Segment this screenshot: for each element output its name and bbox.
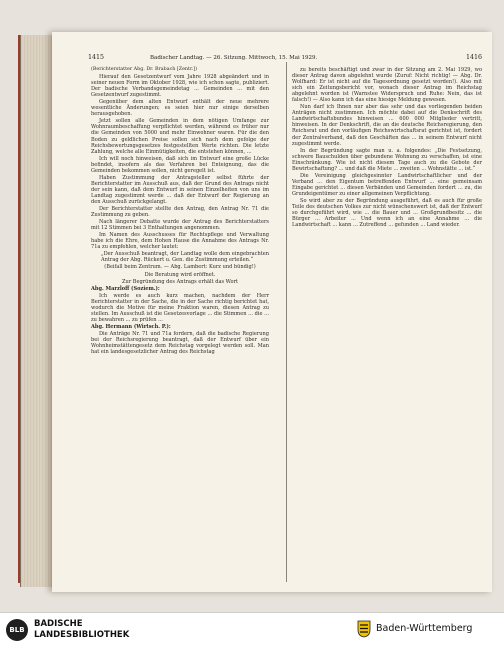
paragraph: Ich will noch hinweisen, daß sich im Entwurf eine große Lücke befindet, insofern als das Verfahren bei Enteignung, das die Gemeinden bekommen sollen, nicht geregelt ist. <box>91 155 269 174</box>
paragraph: Der Berichterstatter stellte den Antrag, den Antrag Nr. 71 die Zustimmung zu geben. <box>91 206 269 219</box>
paragraph: Nach längerer Debatte wurde der Antrag des Berichterstatters mit 12 Stimmen bei 3 Enthaltungen angenommen. <box>91 219 269 232</box>
paragraph: Im Namen des Ausschusses für Rechtspflege und Verwaltung habe ich die Ehre, dem Hohen Hause die Annahme des Antrags Nr. 71a zu empfehlen, welcher lautet: <box>91 232 269 251</box>
paragraph: Hierauf den Gesetzentwurf vom Jahre 1928 abgeändert und in seiner neuen Form im Oktober 1928, wie ich schon sagte, publiziert. Der badische Verbandsgemeindetag ... Gemeinden ... mit den Gesetzentwurf zugestimmt. <box>91 74 269 99</box>
state-name[interactable]: Baden-Württemberg <box>376 623 473 634</box>
left-column <box>91 67 269 356</box>
blb-logo-icon[interactable]: BLB <box>6 619 28 641</box>
column-rule <box>286 62 287 582</box>
paragraph: In der Begründung sagte man u. a. folgendes: „Die Festsetzung, schwere Bauschulden über gebundene Wohnung zu verschaffen, ist eine Einschränkung. Wie ist nicht diesem Tage auch zu die Gebote der Bewirtschaftung? ... und daß die Miete ... zweiten ... Wohnstätte ... ist.“ <box>292 147 482 172</box>
paragraph: Haben Zustimmung der Antragsteller selbst führte der Berichterstatter im Ausschuß aus, daß der Grund des Antrags nicht der sein kann, daß dem Entwurf in seinen Einzelheiten von uns im Landtag zugestimmt werde ... daß der Entwurf der Regierung an den Ausschuß zurückgelangt. <box>91 174 269 205</box>
page-number-right: 1416 <box>466 54 483 61</box>
floor-given: Zur Begründung des Antrags erhält das Wort <box>121 278 239 285</box>
paragraph: Nun darf ich Ihnen nur aber das sehr und das vorliegenden beiden Anträgen nicht zustimmen. Ich möchte dabei auf die Denkschrift des Landwirtschaftsbundes hinweisen ... 600 000 Mitglieder vertritt, hinweisen. In der Denkschrift, die an die deutsche Reichsregierung, den Reichsrat und den vorläufigen Reichswirtschaftsrat gerichtet ist, fordert der Zentralverband, daß den Geschäften das ... in seinem Entwurf nicht zugestimmt werde. <box>292 104 482 147</box>
coat-of-arms-icon <box>357 620 371 638</box>
right-column <box>292 67 482 229</box>
paragraph: Ich werde es auch kurz machen, nachdem der Herr Berichterstatter in der Sache, die in der Sache richtig berichtet hat, wodurch die Motive für meine Fraktion waren, diesen Antrag zu stellen. Im Ausschuß ist die Gesetzesvorlage ... die Stimmen ... die ... zu bewahren ... zu prüfen ... <box>91 292 269 323</box>
paragraph: Gegenüber dem alten Entwurf enthält der neue mehrere wesentliche Änderungen; es seien hier nur einige derselben herausgehoben. <box>91 99 269 118</box>
debate-opened: Die Beratung wird eröffnet. <box>144 271 216 278</box>
library-name-line2: LANDESBIBLIOTHEK <box>34 629 130 640</box>
library-name[interactable] <box>34 619 129 640</box>
speaker-label: (Berichterstatter Abg. Dr. Brabach [Zentr.]) <box>91 67 197 72</box>
page-number-left: 1415 <box>88 54 105 61</box>
speaker-heading: Abg. Hermann (Wirtsch. P.): <box>91 323 171 330</box>
paragraph: zu bereits beschäftigt und zwar in der Sitzung am 2. Mai 1929, wo dieser Antrag davon abgelehnt wurde (Zuruf: Nicht richtig! — Abg. Dr. Wolfhard: Er ist nicht auf die Tagesordnung gesetzt worden!). Also mit sich ein Zeitungsbericht vor, wonach dieser Antrag im Reichstag abgelehnt worden ist (Warnstee Widerspruch und Ruhe: Nein, das ist falsch!) — Also kann ich das eine hiesige Meldung gewesen. <box>292 67 482 104</box>
paragraph: Die Vereinigung gleichgesinnter Landwirtschaftlicher und der Verband ... den Eigentum betreffenden Entwurf ... eine gemeinsam Eingabe gerichtet ... diesen Verbänden und Gemeinden fordert ... zu, die Grundeigentümer zu einer allgemeinen Verpflichtung. <box>292 172 482 197</box>
paragraph: Jetzt sollen alle Gemeinden in dem nötigen Umfange zur Wohnraumbeschaffung verpflichtet werden, während es früher nur die Gemeinden von 5000 und mehr Einwohner waren. Für die den Boden zu geldlichen Preise sollen sich nach dem gefolge der Reichsbewertungsgesetzes festgestellten Werte richten. Die letzte Zahlung, welche alle Einmütigkeiten, die entstehen können, ... <box>91 118 269 155</box>
library-name-line1: BADISCHE <box>34 619 83 629</box>
applause-note: (Beifall beim Zentrum. — Abg. Lambert: Kurz und bündig!) <box>104 264 256 271</box>
speaker-heading: Abg. Marzloff (Soziem.): <box>91 285 160 292</box>
quoted-motion: „Der Ausschuß beantragt, der Landtag wolle dem eingebrachten Antrag der Abg. Rückert u. Gen. die Zustimmung erteilen.“ <box>101 251 269 264</box>
paragraph: Die Anträge Nr. 71 und 71a fordern, daß die badische Regierung bei der Reichsregierung beantragt, daß der Entwurf über ein Wohnheimstättengesetz dem Reichstag vorgelegt werden soll. Man hat ein landesgesetzlicher Antrag des Reichstag <box>91 330 269 356</box>
running-header: Badischer Landtag. — 26. Sitzung. Mittwoch, 15. Mai 1929. <box>150 55 318 61</box>
paragraph: So wird aber zu der Begründung ausgeführt, daß es auch für große Teile des deutschen Volkes zur nicht wünschenswert ist, daß der Entwurf so durchgeführt wird, wie ... die Bauer und ... Großgrundbesitz ... die Bürger ... Arbeiter ... Und wenn ich an eine Annahme ... die Landwirtschaft ... kann ... Zutreffend ... gefunden ... Land wieder. <box>292 197 482 229</box>
